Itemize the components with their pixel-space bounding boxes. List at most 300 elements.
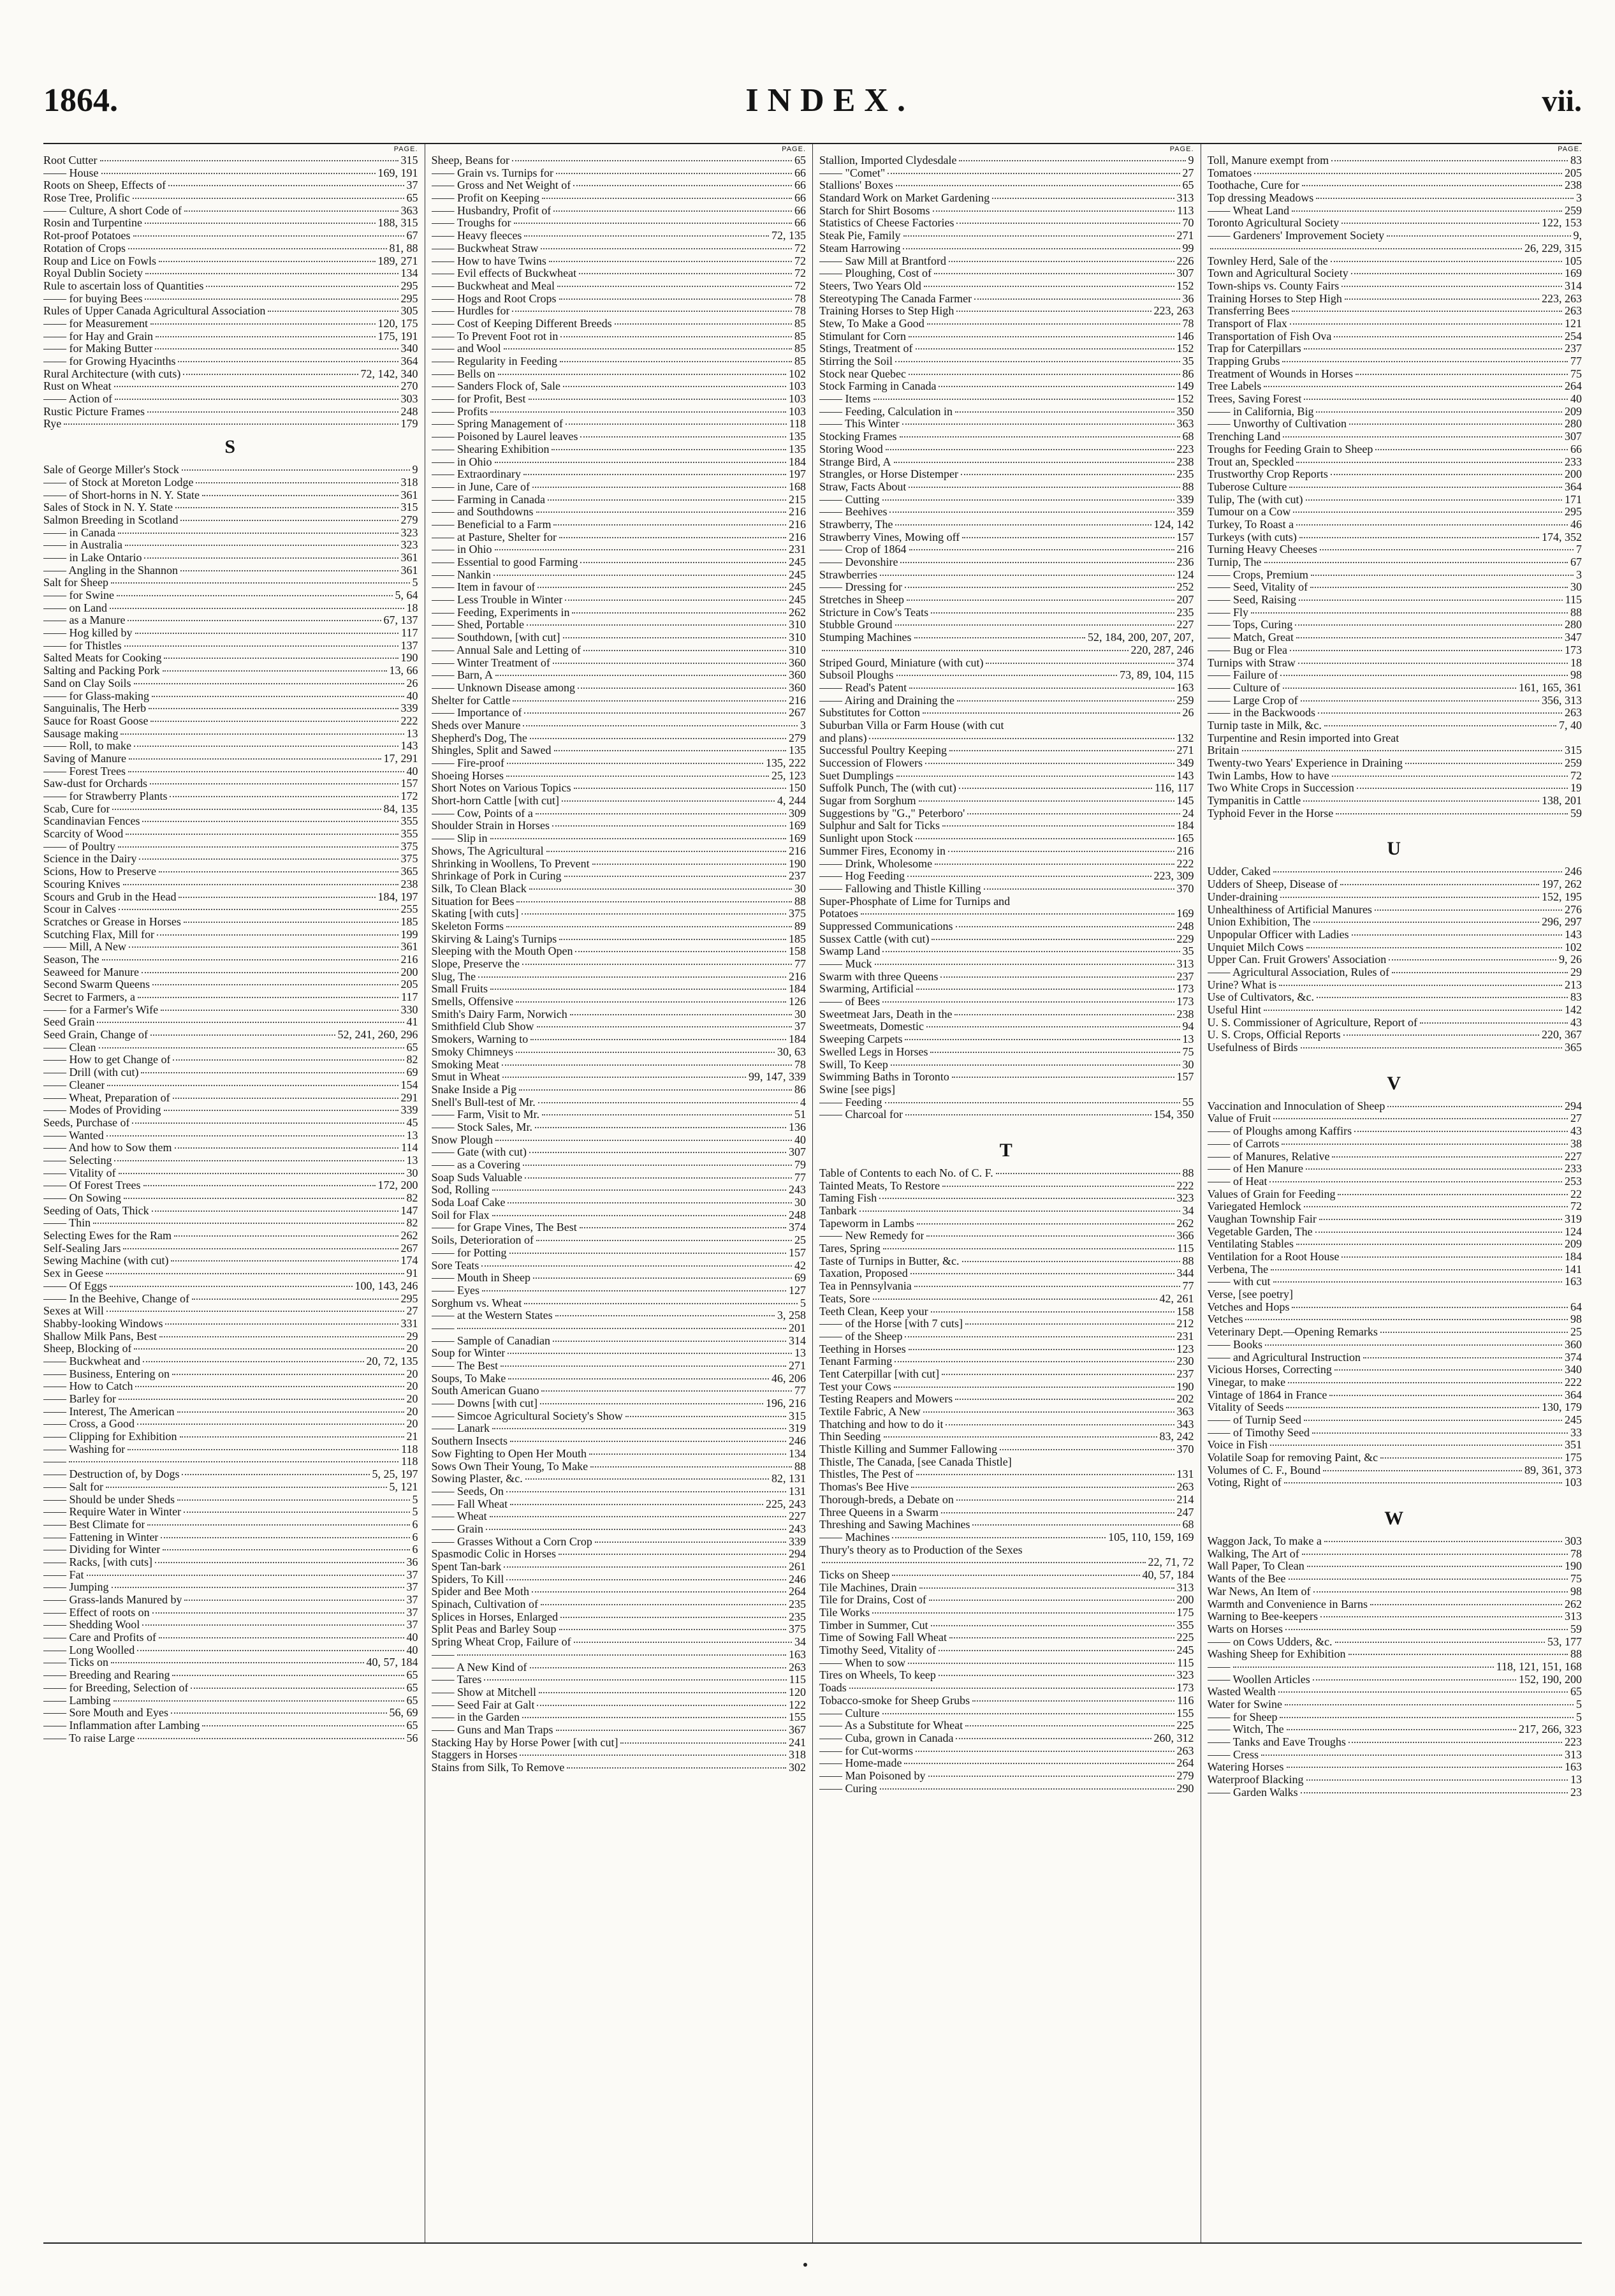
entry-pages: 216 [1176,844,1194,857]
dot-leader [111,1662,363,1663]
entry-pages: 374 [1565,1350,1582,1364]
dot-leader [1351,273,1562,274]
entry-pages: 175 [1176,1606,1194,1619]
index-entry [1208,1786,1582,1799]
index-entry [432,1649,807,1661]
entry-pages: 35 [1182,355,1194,367]
dot-leader [512,311,792,312]
dot-leader [552,825,786,827]
entry-title: —— Farming in Canada [431,493,545,506]
dot-leader [516,1052,775,1053]
entry-pages: 375 [400,839,418,853]
index-entry [43,803,418,816]
dot-leader [507,763,763,764]
dot-leader [114,386,398,387]
entry-pages: 72 [1570,769,1582,782]
index-entry [432,1335,807,1348]
entry-pages: 152 [1176,279,1194,292]
index-entry [1208,1439,1582,1452]
entry-title: —— and Southdowns [431,506,534,519]
entry-title: —— Washing for [43,1443,126,1455]
dot-leader [481,1265,792,1267]
entry-title: Stallions' Boxes [819,179,893,192]
entry-title: Vaccination and Innoculation of Sheep [1207,1100,1385,1112]
entry-title: —— Farm, Visit to Mr. [431,1108,540,1121]
index-entry [819,807,1194,820]
dot-leader [139,858,398,860]
entry-pages: 173 [1565,643,1582,656]
entry-pages: 262 [789,605,806,619]
index-entry [819,631,1194,644]
index-entry [432,883,807,895]
index-entry [819,1330,1194,1343]
entry-pages: 173 [1176,1681,1194,1695]
index-entry [43,966,418,979]
index-entry [1208,1213,1582,1226]
entry-pages: 216 [789,969,806,983]
index-entry [1208,543,1582,556]
dot-leader [553,524,786,526]
dot-leader [902,423,1174,425]
entry-pages: 155 [789,1711,806,1724]
dot-leader [956,1738,1151,1739]
index-entry [432,506,807,519]
entry-title: Swamp Land [819,945,881,958]
entry-title: —— Mill, A New [43,941,127,953]
entry-title: Teats, Sore [819,1292,870,1305]
index-entry [1208,406,1582,418]
index-entry [43,1205,418,1218]
dot-leader [869,738,1174,739]
index-entry [43,1330,418,1343]
dot-leader [1270,1445,1562,1446]
index-entry [819,1180,1194,1193]
entry-title: —— [431,1321,455,1334]
entry-pages: 295 [400,279,418,292]
index-entry [432,996,807,1008]
entry-pages: 25 [794,1233,806,1247]
index-entry [432,531,807,544]
entry-pages: 339 [400,702,418,715]
index-entry [432,1284,807,1297]
entry-pages: 237 [789,869,806,883]
entry-title: —— Machines [819,1531,890,1543]
entry-title: —— Unknown Disease among [431,681,575,694]
index-entry [819,820,1194,832]
entry-title: —— Fall Wheat [431,1498,508,1510]
entry-pages: 77 [794,957,806,970]
entry-pages: 79 [794,1158,806,1171]
index-entry [1208,230,1582,242]
index-entry [819,1456,1194,1469]
entry-pages: 66 [794,191,806,205]
entry-pages: 184 [1176,819,1194,832]
dot-leader [1320,549,1574,550]
dot-leader [143,1361,364,1362]
dot-leader [492,1428,786,1429]
index-entry [819,1218,1194,1230]
dot-leader [457,1654,787,1656]
dot-leader [889,511,1174,513]
index-entry [43,1406,418,1418]
entry-title: —— in Lake Ontario [43,551,142,564]
index-entry [1208,916,1582,929]
index-entry [432,581,807,594]
entry-title: —— Seed, Vitality of [1207,581,1308,594]
entry-title: —— Jumping [43,1581,109,1594]
entry-title: —— Shedding Wool [43,1619,140,1631]
entry-title: —— on Land [43,601,107,614]
entry-pages: 237 [1176,969,1194,983]
index-entry [819,1494,1194,1506]
entry-title: —— Culture [819,1707,880,1719]
entry-title: —— Sanders Flock of, Sale [431,380,560,393]
index-entry [819,1033,1194,1046]
dot-leader [556,1730,786,1731]
index-entry [43,753,418,765]
index-entry [432,1309,807,1322]
dot-leader [900,562,1174,563]
index-entry [43,1656,418,1669]
entry-pages: 13, 66 [389,664,418,677]
dot-leader [1356,374,1568,375]
dot-leader [490,838,786,839]
entry-pages: 20, 72, 135 [366,1354,418,1367]
entry-pages: 261 [789,1560,806,1573]
entry-title: Treatment of Wounds in Horses [1207,367,1354,380]
entry-pages: 374 [1176,656,1194,669]
index-entry [819,556,1194,569]
dot-leader [595,1542,786,1543]
entry-title: Steak Pie, Family [819,230,901,242]
entry-title: —— Business, Entering on [43,1367,170,1380]
index-entry [1208,380,1582,393]
entry-title: —— for Hay and Grain [43,330,153,342]
entry-title: Stacking Hay by Horse Power [with cut] [431,1736,618,1749]
index-entry [432,1372,807,1385]
entry-pages: 280 [1565,417,1582,430]
index-entry [1208,393,1582,406]
entry-pages: 163 [1565,1275,1582,1288]
index-entry [1208,878,1582,891]
entry-pages: 262 [400,1229,418,1242]
dot-leader [536,813,786,814]
entry-title: Straw, Facts About [819,480,907,493]
index-entry [1208,443,1582,456]
dot-leader [1357,788,1568,789]
entry-pages: 117 [401,990,418,1003]
dot-leader [1290,650,1562,651]
entry-pages: 5 [412,576,418,589]
index-entry [819,607,1194,619]
index-entry [1208,581,1582,594]
entry-pages: 340 [400,342,418,355]
entry-title: Scratches or Grease in Horses [43,915,181,928]
entry-title: —— of Heat [1207,1175,1268,1188]
dot-leader [206,286,398,287]
entry-pages: 42 [794,1258,806,1272]
dot-leader [1313,1591,1568,1593]
entry-pages: 245 [1565,1413,1582,1426]
entry-pages: 375 [789,1623,806,1636]
dot-leader [152,696,404,697]
entry-pages: 364 [1565,1388,1582,1401]
dot-leader [580,436,786,438]
entry-pages: 113 [1177,203,1194,217]
dot-leader [99,1047,404,1049]
entry-title: Sale of George Miller's Stock [43,464,179,476]
entry-pages: 40 [406,1643,418,1656]
entry-pages: 105, 110, 159, 169 [1108,1530,1194,1543]
entry-pages: 98 [1570,1313,1582,1326]
entry-pages: 200 [400,965,418,978]
dot-leader [1261,1755,1562,1756]
entry-title: Tomatoes [1207,166,1252,179]
entry-pages: 313 [1565,1610,1582,1623]
entry-pages: 231 [1176,1329,1194,1343]
entry-title: —— Annual Sale and Letting of [431,644,581,656]
index-entry [819,393,1194,406]
index-entry [432,1172,807,1184]
entry-title: Strawberry Vines, Mowing off [819,531,960,543]
entry-pages: 24 [1182,806,1194,820]
index-entry [432,1159,807,1172]
entry-pages: 262 [1176,1216,1194,1230]
entry-pages: 46, 206 [771,1371,806,1385]
index-entry [43,489,418,502]
entry-title: —— for Grape Vines, The Best [431,1221,577,1234]
entry-title: Skirving & Laing's Turnips [431,932,557,945]
dot-leader [180,570,398,571]
entry-pages: 67, 137 [383,614,418,627]
index-entry [432,192,807,205]
entry-pages: 344 [1176,1267,1194,1280]
dot-leader [141,1072,404,1073]
dot-leader [949,1637,1174,1638]
entry-pages: 355 [400,827,418,841]
dot-leader [1269,1181,1562,1182]
entry-title: Scour in Calves [43,903,116,916]
entry-pages: 313 [1176,1580,1194,1594]
entry-title: Thury's theory as to Production of the Sexes [819,1543,1023,1556]
dot-leader [1282,1144,1568,1145]
entry-title: —— for Breeding, Selection of [43,1681,189,1694]
entry-title: Tuberose Culture [1207,480,1287,493]
entry-pages: 202 [1176,1392,1194,1406]
entry-pages: 37 [406,1618,418,1631]
index-entry [1208,1774,1582,1786]
index-entry [819,192,1194,205]
dot-leader [1338,1194,1568,1195]
index-entry [43,1519,418,1531]
dot-leader [905,587,1174,588]
dot-leader [523,1165,792,1166]
index-entry [1208,770,1582,783]
index-entry [1208,991,1582,1004]
index-entry [432,1749,807,1762]
entry-pages: 271 [1176,744,1194,757]
entry-title: —— Dressing for [819,581,902,594]
entry-title: Turnip, The [1207,556,1262,568]
entry-pages: 115 [789,1673,806,1686]
entry-pages: 310 [789,643,806,656]
entry-pages: 118 [401,1442,418,1455]
index-entry [1208,330,1582,343]
dot-leader [903,235,1174,237]
index-entry [1208,1029,1582,1041]
index-entry [1208,757,1582,770]
index-entry [43,380,418,393]
entry-pages: 254 [1565,329,1582,342]
dot-leader [895,1361,1174,1362]
index-entry [43,828,418,841]
index-entry [432,695,807,707]
entry-pages: 370 [1176,881,1194,895]
dot-leader [184,210,398,212]
entry-pages: 245 [1176,1644,1194,1657]
entry-title: Vintage of 1864 in France [1207,1388,1327,1401]
dot-leader [1292,311,1562,312]
entry-title: —— Cow, Points of a [431,807,533,820]
dot-leader [1320,1616,1562,1617]
dot-leader [202,495,398,496]
dot-leader [110,1286,353,1287]
entry-title: Suffolk Punch, The (with cut) [819,782,956,795]
dot-leader [178,361,398,362]
entry-pages: 184 [1565,1250,1582,1263]
index-entry [819,845,1194,858]
entry-title: Shingles, Split and Sawed [431,744,552,757]
index-entry [43,1556,418,1569]
index-entry [43,702,418,715]
dot-leader [541,248,792,249]
entry-pages: 264 [1176,1756,1194,1770]
index-entry [432,795,807,807]
entry-pages: 267 [400,1241,418,1255]
entry-pages: 3, 258 [777,1309,806,1322]
index-entry [432,519,807,531]
entry-title: Seed Grain [43,1016,95,1029]
dot-leader [492,1189,786,1191]
entry-pages: 246 [1565,865,1582,878]
entry-pages: 122 [789,1698,806,1711]
dot-leader [482,1290,786,1292]
entry-title: Timber in Summer, Cut [819,1619,928,1631]
dot-leader [882,1713,1174,1714]
index-entry [43,342,418,355]
index-entry [1208,418,1582,430]
index-entry [1208,979,1582,992]
entry-pages: 141 [1565,1262,1582,1276]
entry-pages: 131 [789,1484,806,1498]
entry-pages: 137 [400,638,418,652]
index-entry [819,1368,1194,1381]
dot-leader [1323,1470,1522,1471]
entry-pages: 65 [794,154,806,166]
entry-title: Britain [1207,744,1239,757]
index-entry [43,652,418,665]
entry-title: Turnips with Straw [1207,656,1296,669]
index-entry [432,1724,807,1737]
entry-title: —— on Cows Udders, &c. [1207,1635,1333,1648]
index-entry [432,1762,807,1774]
index-entry [1208,293,1582,305]
dot-leader [905,1114,1151,1115]
dot-leader [967,813,1180,814]
dot-leader [106,1311,404,1312]
entry-title: —— Evil effects of Buckwheat [431,267,577,280]
index-entry [432,1410,807,1423]
entry-title: —— Airing and Draining the [819,694,954,707]
dot-leader [144,557,398,559]
index-entry [1208,953,1582,966]
index-entry [1208,1761,1582,1774]
index-entry [43,891,418,904]
index-entry [432,255,807,268]
entry-title: Trap for Caterpillars [1207,342,1301,355]
dot-leader [1345,298,1539,300]
index-entry [432,1121,807,1134]
entry-pages: 134 [789,1446,806,1460]
entry-pages: 243 [789,1522,806,1535]
index-entry [819,644,1194,657]
entry-pages: 78 [1570,1547,1582,1560]
entry-pages: 41 [406,1015,418,1029]
entry-pages: 190 [1565,1559,1582,1573]
index-entry [432,481,807,494]
section-gap [1208,820,1582,832]
index-entry [1208,179,1582,192]
entry-pages: 313 [1176,191,1194,205]
dot-leader [102,959,398,960]
entry-pages: 85 [794,342,806,355]
index-entry [819,1431,1194,1443]
dot-leader [956,926,1174,927]
dot-leader [1299,537,1539,538]
index-entry [43,527,418,540]
dot-leader [965,1725,1174,1726]
index-entry [1208,506,1582,519]
entry-pages: 349 [1176,756,1194,769]
entry-pages: 30, 63 [777,1045,806,1058]
entry-title: —— Spring Management of [431,418,563,430]
index-entry [432,1611,807,1624]
entry-title: Smokers, Warning to [431,1033,529,1046]
entry-pages: 89 [794,919,806,932]
entry-pages: 355 [400,814,418,828]
dot-leader [1302,185,1562,186]
dot-leader [956,311,1151,312]
section-letter: W [1384,1508,1405,1529]
entry-pages: 66 [794,166,806,179]
entry-pages: 216 [789,530,806,543]
entry-title: Time of Sowing Fall Wheat [819,1631,947,1644]
dot-leader [914,1286,1180,1287]
entry-pages: 88 [1570,605,1582,619]
entry-title: —— Interest, The American [43,1405,175,1418]
entry-pages: 190 [1176,1380,1194,1393]
entry-pages: 222 [1176,857,1194,870]
index-entry [819,1343,1194,1356]
entry-title: —— Vitality of [43,1166,116,1179]
entry-pages: 43 [1570,1124,1582,1138]
entry-pages: 241 [789,1735,806,1749]
entry-title: Stains from Silk, To Remove [431,1762,565,1774]
entry-title: Spiders, To Kill [431,1573,504,1586]
entry-title: Value of Fruit [1207,1112,1271,1125]
entry-pages: 157 [789,1246,806,1259]
entry-pages: 37 [794,1020,806,1033]
